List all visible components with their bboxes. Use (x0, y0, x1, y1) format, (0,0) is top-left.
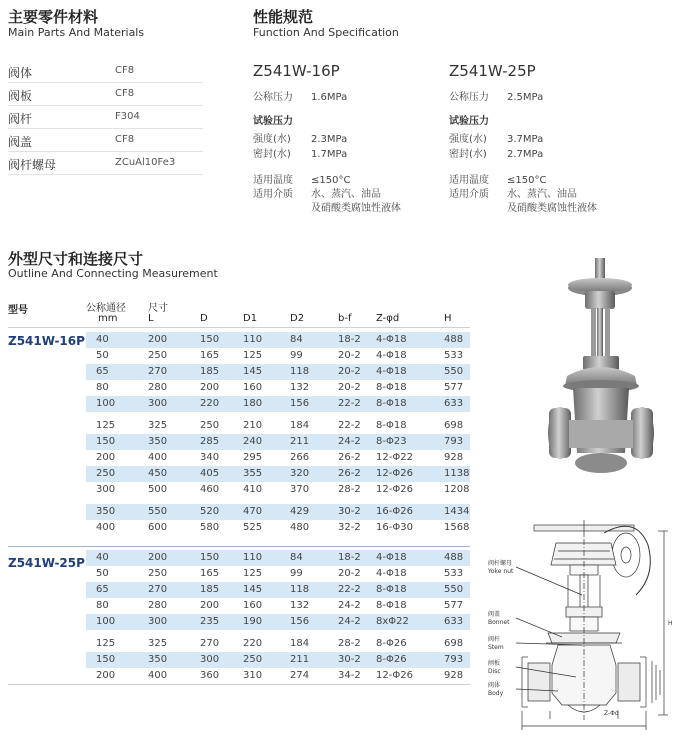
table-cell: 40 (96, 552, 109, 563)
table-cell: 16-Φ26 (376, 506, 413, 517)
table-cell: 110 (243, 334, 263, 345)
outline-subtitle: Outline And Connecting Measurement (8, 267, 218, 280)
model-name: Z541W-25P (8, 556, 85, 570)
spec-seal-value: 2.7MPa (507, 149, 544, 160)
table-cell: 125 (243, 350, 263, 361)
table-cell: 150 (200, 334, 220, 345)
table-row (86, 598, 470, 614)
table-cell: 12-Φ26 (376, 484, 413, 495)
material-row (8, 152, 203, 175)
spec-temp-value: ≤150°C (311, 175, 351, 186)
table-cell: 270 (200, 638, 220, 649)
table-cell: 150 (96, 654, 116, 665)
material-row (8, 129, 203, 152)
table-cell: 26-2 (338, 468, 361, 479)
spec-temp-label: 适用温度 (253, 175, 293, 186)
table-cell: 156 (290, 398, 310, 409)
table-cell: 410 (243, 484, 263, 495)
table-cell: 22-2 (338, 398, 361, 409)
table-cell: 125 (96, 420, 116, 431)
table-cell: 266 (290, 452, 310, 463)
spec-nominal (253, 88, 347, 103)
table-cell: 429 (290, 506, 310, 517)
spec-seal (449, 145, 543, 160)
table-cell: 270 (148, 584, 168, 595)
spec-seal-label: 密封(水) (253, 149, 291, 160)
table-cell: 250 (148, 568, 168, 579)
table-cell: 550 (444, 584, 464, 595)
table-row (86, 652, 470, 668)
table-cell: 460 (200, 484, 220, 495)
material-value: F304 (115, 111, 140, 122)
table-cell: 200 (96, 452, 116, 463)
spec-temp (449, 171, 546, 186)
table-cell: 550 (148, 506, 168, 517)
drawing-label-body-en: Body (488, 690, 504, 697)
table-cell: 65 (96, 366, 109, 377)
table-row (86, 348, 470, 364)
table-cell: 184 (290, 420, 310, 431)
spec-strength (449, 130, 543, 145)
header-model: 型号 (8, 305, 28, 316)
table-cell: 405 (200, 468, 220, 479)
table-cell: 80 (96, 600, 109, 611)
table-cell: 285 (200, 436, 220, 447)
table-cell: 200 (200, 382, 220, 393)
table-cell: 280 (148, 600, 168, 611)
outline-title: 外型尺寸和连接尺寸 (8, 250, 144, 268)
table-cell: 698 (444, 638, 464, 649)
table-cell: 525 (243, 522, 263, 533)
spec-nominal-label: 公称压力 (253, 92, 293, 103)
table-cell: 1208 (444, 484, 470, 495)
table-cell: 150 (96, 436, 116, 447)
table-cell: 99 (290, 350, 303, 361)
table-cell: 220 (243, 638, 263, 649)
table-row (86, 582, 470, 598)
table-cell: 22-2 (338, 584, 361, 595)
table-cell: 4-Φ18 (376, 334, 407, 345)
spec-medium-value-2: 及硝酸类腐蚀性液体 (507, 203, 597, 214)
table-cell: 240 (243, 436, 263, 447)
material-row (8, 60, 203, 83)
table-cell: 12-Φ26 (376, 468, 413, 479)
drawing-label-bonnet-en: Bonnet (488, 619, 510, 626)
table-row (86, 364, 470, 380)
valve-photo (545, 258, 680, 480)
table-cell: 12-Φ22 (376, 452, 413, 463)
table-cell: 180 (243, 398, 263, 409)
table-cell: 533 (444, 350, 464, 361)
table-cell: 125 (96, 638, 116, 649)
table-cell: 99 (290, 568, 303, 579)
table-cell: 165 (200, 350, 220, 361)
spec-medium-label: 适用介质 (253, 189, 293, 200)
material-value: CF8 (115, 134, 135, 145)
table-cell: 300 (200, 654, 220, 665)
table-cell: 50 (96, 568, 109, 579)
table-cell: 580 (200, 522, 220, 533)
table-cell: 4-Φ18 (376, 366, 407, 377)
table-cell: 400 (148, 452, 168, 463)
materials-title: 主要零件材料 (8, 8, 99, 26)
table-cell: 132 (290, 600, 310, 611)
table-cell: 84 (290, 552, 303, 563)
table-cell: 8-Φ26 (376, 638, 407, 649)
table-cell: 250 (243, 654, 263, 665)
table-cell: 633 (444, 398, 464, 409)
table-cell: 500 (148, 484, 168, 495)
header-mm: mm (98, 313, 118, 324)
table-cell: 8-Φ23 (376, 436, 407, 447)
drawing-dim-h: H (668, 620, 673, 627)
table-row (86, 450, 470, 466)
spec-seal-value: 1.7MPa (311, 149, 348, 160)
spec-temp-value: ≤150°C (507, 175, 547, 186)
table-cell: 20-2 (338, 382, 361, 393)
table-cell: 160 (243, 600, 263, 611)
table-cell: 1434 (444, 506, 470, 517)
table-cell: 577 (444, 600, 464, 611)
table-cell: 28-2 (338, 638, 361, 649)
table-cell: 488 (444, 552, 464, 563)
drawing-label-bonnet-cn: 阀盖 (488, 611, 501, 618)
spec-strength (253, 130, 347, 145)
spec-medium (253, 185, 381, 200)
table-cell: 200 (148, 334, 168, 345)
table-cell: 577 (444, 382, 464, 393)
column-header: H (444, 313, 452, 324)
table-cell: 350 (96, 506, 116, 517)
table-cell: 4-Φ18 (376, 350, 407, 361)
spec-medium-value-2: 及硝酸类腐蚀性液体 (311, 203, 401, 214)
table-cell: 12-Φ26 (376, 670, 413, 681)
material-row (8, 106, 203, 129)
table-cell: 250 (96, 468, 116, 479)
spec-strength-label: 强度(水) (449, 134, 487, 145)
table-cell: 250 (148, 350, 168, 361)
table-cell: 355 (243, 468, 263, 479)
table-cell: 310 (243, 670, 263, 681)
spec-test-label: 试验压力 (449, 116, 489, 127)
table-row (86, 636, 470, 652)
spec-temp (253, 171, 350, 186)
table-cell: 220 (200, 398, 220, 409)
spec-nominal-value: 1.6MPa (311, 92, 348, 103)
table-cell: 295 (243, 452, 263, 463)
spec-nominal-value: 2.5MPa (507, 92, 544, 103)
table-cell: 325 (148, 420, 168, 431)
table-row (86, 332, 470, 348)
table-cell: 145 (243, 366, 263, 377)
table-cell: 8-Φ18 (376, 382, 407, 393)
table-cell: 450 (148, 468, 168, 479)
table-cell: 340 (200, 452, 220, 463)
table-cell: 160 (243, 382, 263, 393)
table-cell: 250 (200, 420, 220, 431)
table-cell: 28-2 (338, 484, 361, 495)
table-cell: 16-Φ30 (376, 522, 413, 533)
table-cell: 350 (148, 654, 168, 665)
table-cell: 24-2 (338, 436, 361, 447)
table-cell: 928 (444, 670, 464, 681)
table-cell: 533 (444, 568, 464, 579)
table-cell: 300 (148, 398, 168, 409)
spec-medium-label: 适用介质 (449, 189, 489, 200)
spec-seal (253, 145, 347, 160)
table-cell: 20-2 (338, 568, 361, 579)
table-cell: 1568 (444, 522, 470, 533)
table-cell: 84 (290, 334, 303, 345)
spec-medium-value: 水、蒸汽、油品 (507, 189, 577, 200)
table-cell: 325 (148, 638, 168, 649)
column-header: D1 (243, 313, 258, 324)
table-row (86, 434, 470, 450)
material-name: 阀杆螺母 (8, 158, 57, 172)
material-row (8, 83, 203, 106)
table-cell: 200 (200, 600, 220, 611)
table-cell: 8-Φ18 (376, 584, 407, 595)
drawing-label-yoke-nut-cn: 阀杆螺母 (488, 560, 513, 567)
table-cell: 150 (200, 552, 220, 563)
material-value: CF8 (115, 88, 135, 99)
header-divider (8, 327, 470, 328)
column-header: D (200, 313, 208, 324)
table-cell: 793 (444, 436, 464, 447)
table-cell: 24-2 (338, 600, 361, 611)
material-name: 阀盖 (8, 135, 33, 149)
table-cell: 185 (200, 584, 220, 595)
spec-temp-label: 适用温度 (449, 175, 489, 186)
table-cell: 360 (200, 670, 220, 681)
material-name: 阀体 (8, 66, 33, 80)
table-cell: 80 (96, 382, 109, 393)
table-cell: 600 (148, 522, 168, 533)
table-cell: 100 (96, 398, 116, 409)
table-cell: 20-2 (338, 350, 361, 361)
table-cell: 698 (444, 420, 464, 431)
table-cell: 18-2 (338, 552, 361, 563)
table-cell: 300 (96, 484, 116, 495)
table-cell: 145 (243, 584, 263, 595)
table-row (86, 504, 470, 520)
spec-model-name: Z541W-25P (449, 62, 536, 80)
table-row (86, 482, 470, 498)
table-cell: 24-2 (338, 616, 361, 627)
column-header: L (148, 313, 154, 324)
table-cell: 30-2 (338, 654, 361, 665)
table-row (86, 550, 470, 566)
drawing-label-body-cn: 阀体 (488, 682, 501, 689)
drawing-dim-zd: Z-Φd (604, 710, 619, 717)
table-cell: 350 (148, 436, 168, 447)
table-cell: 200 (96, 670, 116, 681)
table-cell: 200 (148, 552, 168, 563)
table-cell: 520 (200, 506, 220, 517)
table-cell: 50 (96, 350, 109, 361)
spec-strength-value: 3.7MPa (507, 134, 544, 145)
table-cell: 118 (290, 366, 310, 377)
table-cell: 100 (96, 616, 116, 627)
table-cell: 156 (290, 616, 310, 627)
table-cell: 480 (290, 522, 310, 533)
spec-seal-label: 密封(水) (449, 149, 487, 160)
table-cell: 4-Φ18 (376, 568, 407, 579)
material-name: 阀杆 (8, 112, 33, 126)
table-cell: 300 (148, 616, 168, 627)
table-cell: 793 (444, 654, 464, 665)
table-cell: 20-2 (338, 366, 361, 377)
table-cell: 30-2 (338, 506, 361, 517)
table-cell: 320 (290, 468, 310, 479)
table-cell: 400 (96, 522, 116, 533)
table-cell: 470 (243, 506, 263, 517)
table-cell: 8-Φ18 (376, 600, 407, 611)
table-row (86, 668, 470, 684)
material-name: 阀板 (8, 89, 33, 103)
column-header: D2 (290, 313, 305, 324)
spec-test-label: 试验压力 (253, 116, 293, 127)
table-cell: 8-Φ18 (376, 398, 407, 409)
table-cell: 274 (290, 670, 310, 681)
table-cell: 210 (243, 420, 263, 431)
spec-title: 性能规范 (253, 8, 314, 26)
table-cell: 32-2 (338, 522, 361, 533)
table-cell: 190 (243, 616, 263, 627)
drawing-label-disc-cn: 闸板 (488, 660, 501, 667)
table-cell: 550 (444, 366, 464, 377)
table-row (86, 396, 470, 412)
drawing-label-stem-en: Stem (488, 644, 504, 651)
spec-nominal-label: 公称压力 (449, 92, 489, 103)
drawing-label-disc-en: Disc (488, 668, 501, 675)
table-cell: 65 (96, 584, 109, 595)
column-header: b-f (338, 313, 352, 324)
table-cell: 928 (444, 452, 464, 463)
table-row (86, 614, 470, 630)
spec-strength-label: 强度(水) (253, 134, 291, 145)
table-cell: 118 (290, 584, 310, 595)
table-cell: 22-2 (338, 420, 361, 431)
table-cell: 211 (290, 436, 310, 447)
materials-subtitle: Main Parts And Materials (8, 26, 145, 39)
column-header: Z-φd (376, 313, 400, 324)
drawing-label-yoke-nut-en: Yoke nut (488, 568, 514, 575)
table-cell: 235 (200, 616, 220, 627)
table-cell: 4-Φ18 (376, 552, 407, 563)
group-divider (8, 546, 470, 547)
table-cell: 211 (290, 654, 310, 665)
model-name: Z541W-16P (8, 334, 85, 348)
table-row (86, 380, 470, 396)
table-cell: 400 (148, 670, 168, 681)
table-cell: 132 (290, 382, 310, 393)
spec-medium-value: 水、蒸汽、油品 (311, 189, 381, 200)
table-row (86, 566, 470, 582)
table-cell: 26-2 (338, 452, 361, 463)
table-cell: 40 (96, 334, 109, 345)
table-cell: 8-Φ26 (376, 654, 407, 665)
table-cell: 370 (290, 484, 310, 495)
material-value: CF8 (115, 65, 135, 76)
table-cell: 270 (148, 366, 168, 377)
table-cell: 8xΦ22 (376, 616, 409, 627)
table-cell: 488 (444, 334, 464, 345)
table-cell: 280 (148, 382, 168, 393)
table-bottom-divider (8, 684, 470, 685)
spec-strength-value: 2.3MPa (311, 134, 348, 145)
spec-nominal (449, 88, 543, 103)
table-cell: 165 (200, 568, 220, 579)
table-cell: 8-Φ18 (376, 420, 407, 431)
material-value: ZCuAl10Fe3 (115, 157, 176, 168)
table-cell: 110 (243, 552, 263, 563)
table-row (86, 466, 470, 482)
table-cell: 1138 (444, 468, 470, 479)
drawing-label-stem-cn: 阀杆 (488, 636, 501, 643)
spec-subtitle: Function And Specification (253, 26, 399, 39)
table-cell: 185 (200, 366, 220, 377)
table-row (86, 520, 470, 536)
valve-drawing (486, 515, 684, 735)
table-cell: 125 (243, 568, 263, 579)
table-row (86, 418, 470, 434)
spec-model-name: Z541W-16P (253, 62, 340, 80)
table-cell: 18-2 (338, 334, 361, 345)
header-size: 尺寸 (148, 303, 168, 314)
table-cell: 34-2 (338, 670, 361, 681)
spec-medium (449, 185, 577, 200)
table-cell: 633 (444, 616, 464, 627)
table-cell: 184 (290, 638, 310, 649)
header-dn: 公称通径 (86, 303, 126, 314)
